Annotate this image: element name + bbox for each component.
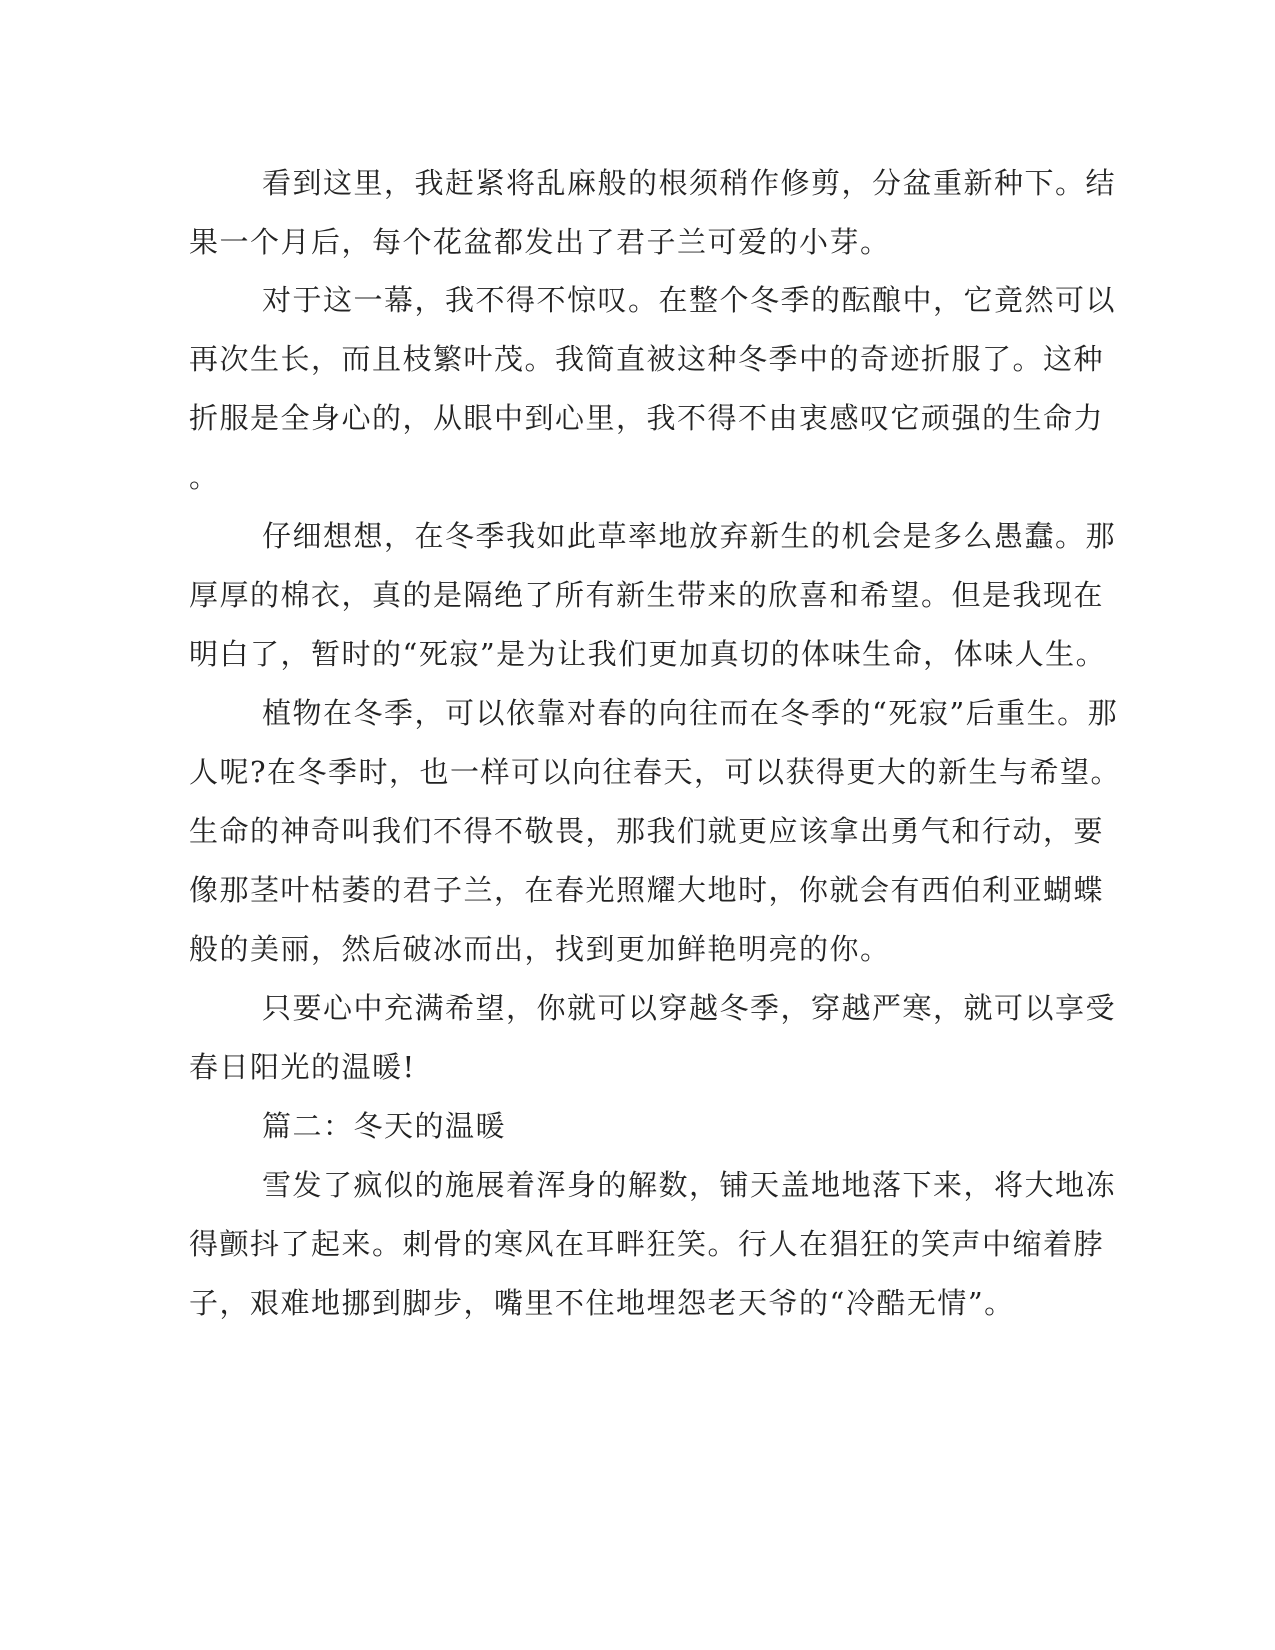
text-line: 般的美丽，然后破冰而出，找到更加鲜艳明亮的你。 — [189, 932, 891, 966]
section-heading: 篇二：冬天的温暖 — [262, 1109, 507, 1143]
text-line: 厚厚的棉衣，真的是隔绝了所有新生带来的欣喜和希望。但是我现在 — [189, 578, 1105, 612]
text-line: 只要心中充满希望，你就可以穿越冬季，穿越严寒，就可以享受 — [262, 991, 1117, 1025]
text-line: 得颤抖了起来。刺骨的寒风在耳畔狂笑。行人在猖狂的笑声中缩着脖 — [189, 1227, 1105, 1261]
text-line: 再次生长，而且枝繁叶茂。我简直被这种冬季中的奇迹折服了。这种 — [189, 342, 1105, 376]
text-line: 雪发了疯似的施展着浑身的解数，铺天盖地地落下来，将大地冻 — [262, 1168, 1117, 1202]
text-line: 看到这里，我赶紧将乱麻般的根须稍作修剪，分盆重新种下。结 — [262, 166, 1117, 200]
text-line: 人呢?在冬季时，也一样可以向往春天，可以获得更大的新生与希望。 — [189, 755, 1122, 789]
text-line: 。 — [189, 460, 220, 494]
text-line: 春日阳光的温暖! — [189, 1050, 416, 1084]
text-line: 子，艰难地挪到脚步，嘴里不住地埋怨老天爷的“冷酷无情”。 — [189, 1286, 1015, 1320]
text-line: 生命的神奇叫我们不得不敬畏，那我们就更应该拿出勇气和行动，要 — [189, 814, 1105, 848]
text-line: 仔细想想，在冬季我如此草率地放弃新生的机会是多么愚蠢。那 — [262, 519, 1117, 553]
text-line: 折服是全身心的，从眼中到心里，我不得不由衷感叹它顽强的生命力 — [189, 401, 1105, 435]
text-line: 果一个月后，每个花盆都发出了君子兰可爱的小芽。 — [189, 225, 891, 259]
text-line: 植物在冬季，可以依靠对春的向往而在冬季的“死寂”后重生。那 — [262, 696, 1119, 730]
text-line: 对于这一幕，我不得不惊叹。在整个冬季的酝酿中，它竟然可以 — [262, 283, 1117, 317]
text-line: 像那茎叶枯萎的君子兰，在春光照耀大地时，你就会有西伯利亚蝴蝶 — [189, 873, 1105, 907]
text-line: 明白了，暂时的“死寂”是为让我们更加真切的体味生命，体味人生。 — [189, 637, 1107, 671]
